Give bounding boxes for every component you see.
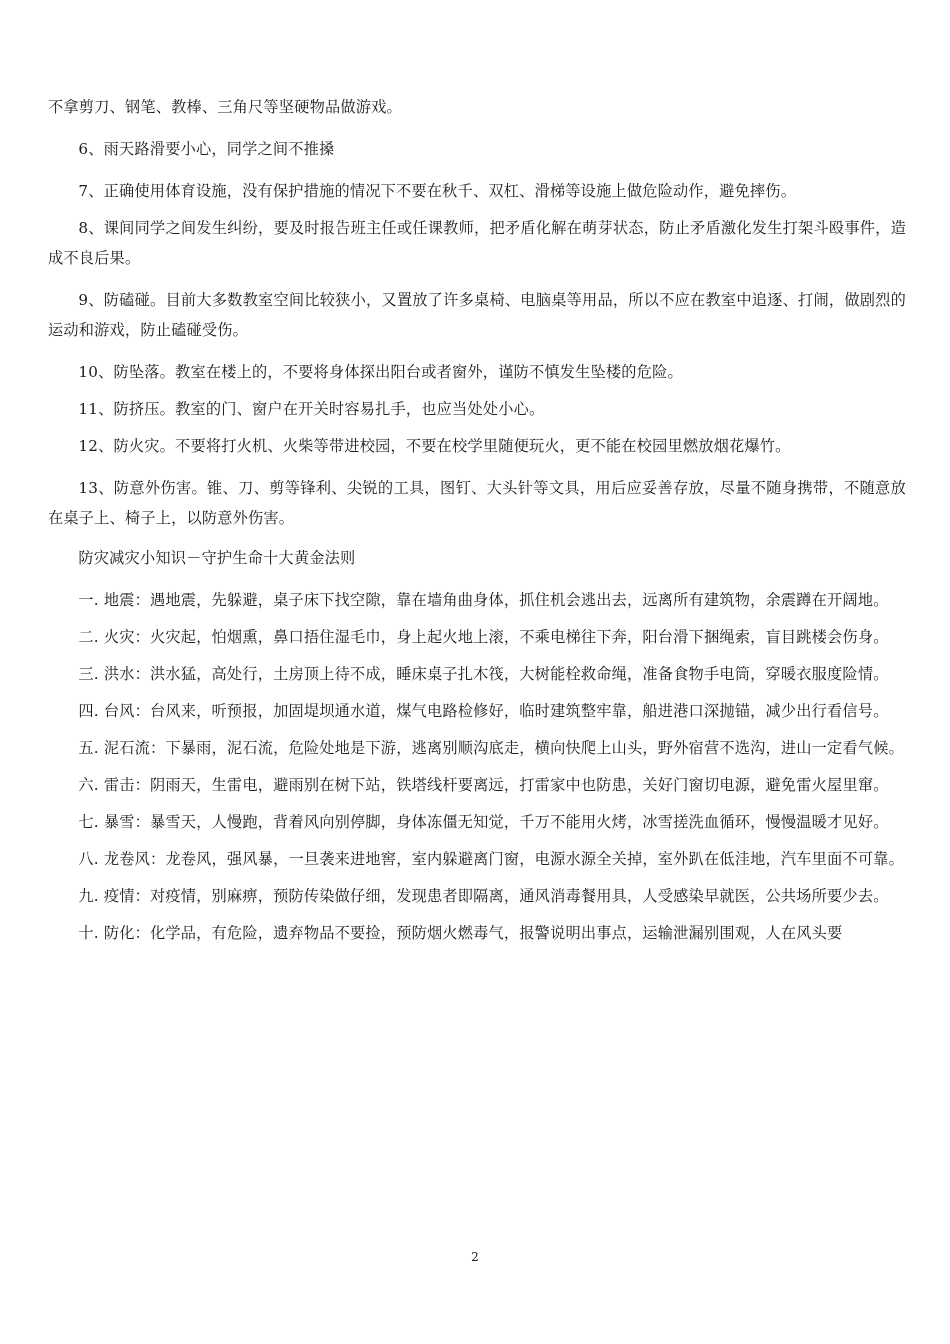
golden-rule-1: 一. 地震：遇地震，先躲避，桌子床下找空隙，靠在墙角曲身体，抓住机会逃出去，远离所有建筑物，余震蹲在开阔地。 — [78, 591, 889, 609]
golden-rule-4: 四. 台风：台风来，听预报，加固堤坝通水道，煤气电路检修好，临时建筑整牢靠，船进港口深抛锚，减少出行看信号。 — [78, 702, 889, 720]
golden-rule-8: 八. 龙卷风：龙卷风，强风暴，一旦袭来进地窖，室内躲避离门窗，电源水源全关掉，室外趴在低洼地，汽车里面不可靠。 — [78, 850, 904, 868]
paragraph-rule-7: 7、正确使用体育设施，没有保护措施的情况下不要在秋千、双杠、滑梯等设施上做危险动作，避免摔伤。 — [78, 182, 797, 200]
paragraph-rule-11: 11、防挤压。教室的门、窗户在开关时容易扎手，也应当处处小心。 — [78, 400, 545, 418]
section-title: 防灾减灾小知识－守护生命十大黄金法则 — [78, 549, 356, 567]
golden-rule-9: 九. 疫情：对疫情，别麻痹，预防传染做仔细，发现患者即隔离，通风消毒餐用具，人受感染早就医，公共场所要少去。 — [78, 887, 889, 905]
paragraph-continuation: 不拿剪刀、钢笔、教棒、三角尺等坚硬物品做游戏。 — [48, 98, 402, 116]
paragraph-rule-12: 12、防火灾。不要将打火机、火柴等带进校园，不要在校学里随便玩火，更不能在校园里燃放烟花爆竹。 — [78, 437, 791, 455]
golden-rule-5: 五. 泥石流：下暴雨，泥石流，危险处地是下游，逃离别顺沟底走，横向快爬上山头，野外宿营不选沟，进山一定看气候。 — [78, 739, 904, 757]
golden-rule-6: 六. 雷击：阴雨天，生雷电，避雨别在树下站，铁塔线杆要离远，打雷家中也防患，关好门窗切电源，避免雷火屋里窜。 — [78, 776, 889, 794]
golden-rule-2: 二. 火灾：火灾起，怕烟熏，鼻口捂住湿毛巾，身上起火地上滚，不乘电梯往下奔，阳台滑下捆绳索，盲目跳楼会伤身。 — [78, 628, 889, 646]
paragraph-rule-10: 10、防坠落。教室在楼上的，不要将身体探出阳台或者窗外，谨防不慎发生坠楼的危险。 — [78, 363, 683, 381]
paragraph-rule-9: 9、防磕碰。目前大多数教室空间比较狭小，又置放了许多桌椅、电脑桌等用品，所以不应在教室中追逐、打闹，做剧烈的运动和游戏，防止磕碰受伤。 — [48, 291, 906, 339]
golden-rule-3: 三. 洪水：洪水猛，高处行，土房顶上待不成，睡床桌子扎木筏，大树能栓救命绳，准备食物手电筒，穿暖衣服度险情。 — [78, 665, 889, 683]
paragraph-rule-6: 6、雨天路滑要小心，同学之间不推搡 — [78, 140, 335, 158]
golden-rule-7: 七. 暴雪：暴雪天，人慢跑，背着风向别停脚，身体冻僵无知觉，千万不能用火烤，冰雪搓洗血循环，慢慢温暖才见好。 — [78, 813, 889, 831]
golden-rule-10: 十. 防化：化学品，有危险，遗弃物品不要捡，预防烟火燃毒气，报警说明出事点，运输泄漏别围观，人在风头要 — [78, 924, 843, 942]
document-body — [48, 92, 906, 948]
page-number: 2 — [471, 1250, 479, 1264]
paragraph-rule-8: 8、课间同学之间发生纠纷，要及时报告班主任或任课教师，把矛盾化解在萌芽状态，防止矛盾激化发生打架斗殴事件，造成不良后果。 — [48, 219, 906, 267]
paragraph-rule-13: 13、防意外伤害。锥、刀、剪等锋利、尖锐的工具，图钉、大头针等文具，用后应妥善存放，尽量不随身携带，不随意放在桌子上、椅子上，以防意外伤害。 — [48, 479, 906, 527]
